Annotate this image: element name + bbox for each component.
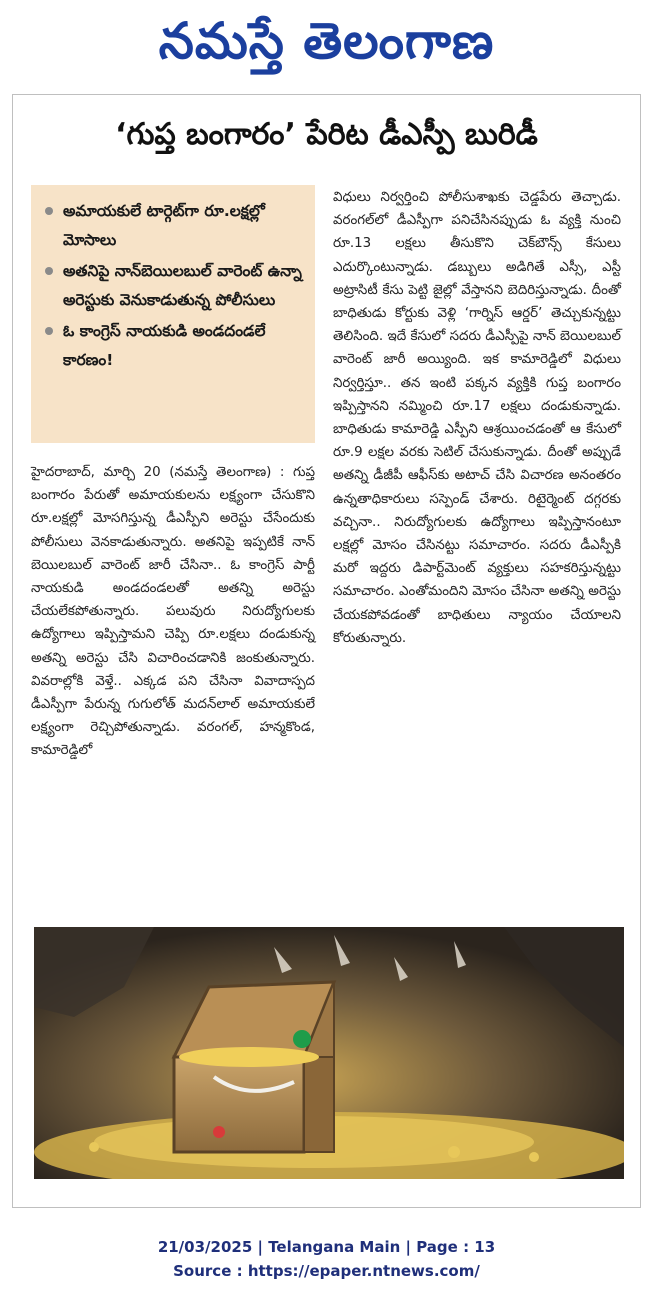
- bullet-dot-icon: [45, 267, 53, 275]
- article-headline: ‘గుప్త బంగారం’ పేరిట డీఎస్పీ బురిడీ: [115, 117, 538, 152]
- highlight-text: అమాయకులే టార్గెట్‌గా రూ.లక్షల్లో మోసాలు: [63, 202, 265, 249]
- article-body-right: విధులు నిర్వర్తించి పోలీసుశాఖకు చెడ్డపేరు తెచ్చాడు. వరంగల్‌లో డీఎస్పీగా పనిచేసినప్పుడు ఓ వ్యక్తి నుంచి రూ.13 లక్షలు తీసుకొని చెక్‌బౌన్స్ కేసులు ఎదుర్కొంటున్నాడు. డబ్బులు అడిగితే ఎస్సీ, ఎస్టీ అట్రాసిటీ కేసు పెట్టి జైల్లో వేస్తానని బెదిరిస్తున్నాడు. దీంతో బాధితుడు కోర్టుకు వెళ్లి ‘గార్నిస్ ఆర్డర్’ తెచ్చుకున్నట్టు తెలిసింది. ఇదే కేసులో సదరు డీఎస్పీపై నాన్ బెయిలబుల్ వారెంట్ జారీ అయ్యింది. ఇక కామారెడ్డిలో విధులు నిర్వర్తిస్తూ.. తన ఇంటి పక్కన వ్యక్తికి గుప్త బంగారం ఇప్పిస్తానని నమ్మించి రూ.17 లక్షలు దండుకున్నాడు. బాధితుడు కామారెడ్డి ఎస్పీని ఆశ్రయించడంతో ఆ కేసులో రూ.9 లక్షల వరకు సెటిల్ చేసుకున్నాడు. దీంతో అప్పుడే అతన్ని డీజీపీ ఆఫీస్‌కు అటాచ్ చేసి విచారణ అనంతరం ఉన్నతాధికారులు సస్పెండ్ చేశారు. రిటైర్మెంట్ దగ్గరకు వచ్చినా.. నిరుద్యోగులకు ఉద్యోగాలు ఇప్పిస్తానంటూ లక్షల్లో మోసం చేసినట్టు సమాచారం. సదరు డీఎస్పీకి మరో ఇద్దరు డిపార్ట్‌మెంట్ వ్యక్తులు సహకరిస్తున్నట్టు సమాచారం. ఎంతోమందిని మోసం చేసినా అతన్ని అరెస్టు చేయకపోవడంతో బాధితులు న్యాయం చేయాలని కోరుతున్నారు.: [333, 190, 621, 646]
- article-body-left: హైదరాబాద్, మార్చి 20 (నమస్తే తెలంగాణ) : గుప్త బంగారం పేరుతో అమాయకులను లక్ష్యంగా చేసుకొని రూ.లక్షల్లో మోసగిస్తున్న డీఎస్పీని అరెస్టు చేసేందుకు పోలీసులు వెనకాడుతున్నారు. అతనిపై ఇప్పటికే నాన్ బెయిలబుల్ వారెంట్ జారీ చేసినా.. ఓ కాంగ్రెస్ పార్టీ నాయకుడి అండదండలతో అతన్ని అరెస్టు చేయలేకపోతున్నారు. పలువురు నిరుద్యోగులకు ఉద్యోగాలు ఇప్పిస్తామని చెప్పి రూ.లక్షలు దండుకున్న అతన్ని అరెస్టు చేసి విచారించడానికి జంకుతున్నారు. వివరాల్లోకి వెళ్తే.. ఎక్కడ పని చేసినా వివాదాస్పద డీఎస్పీగా పేరున్న గుగులోత్ మదన్‌లాల్ అమాయకులే లక్ష్యంగా రెచ్చిపోతున్నాడు. వరంగల్, హన్మకొండ, కామారెడ్డిలో: [31, 465, 315, 759]
- article-body-left-column: [31, 461, 315, 763]
- highlight-text: ఓ కాంగ్రెస్ నాయకుడి అండదండలే కారణం!: [63, 322, 266, 369]
- bullet-dot-icon: [45, 327, 53, 335]
- highlight-item: [43, 257, 305, 315]
- masthead: [0, 0, 653, 86]
- highlights-box: [31, 185, 315, 443]
- newspaper-logo: నమస్తే తెలంగాణ: [158, 12, 495, 70]
- highlight-item: [43, 197, 305, 255]
- bullet-dot-icon: [45, 207, 53, 215]
- footer-source: Source : https://epaper.ntnews.com/: [173, 1262, 480, 1280]
- highlight-item: [43, 317, 305, 375]
- article-body-right-column: [333, 186, 621, 650]
- treasure-chest-illustration: [34, 927, 624, 1179]
- treasure-chest-photo: [34, 927, 624, 1179]
- footer-date-page: 21/03/2025 | Telangana Main | Page : 13: [157, 1238, 496, 1256]
- highlight-text: అతనిపై నాన్‌బెయిలబుల్ వారెంట్ ఉన్నా అరెస్టుకు వెనుకాడుతున్న పోలీసులు: [63, 262, 302, 309]
